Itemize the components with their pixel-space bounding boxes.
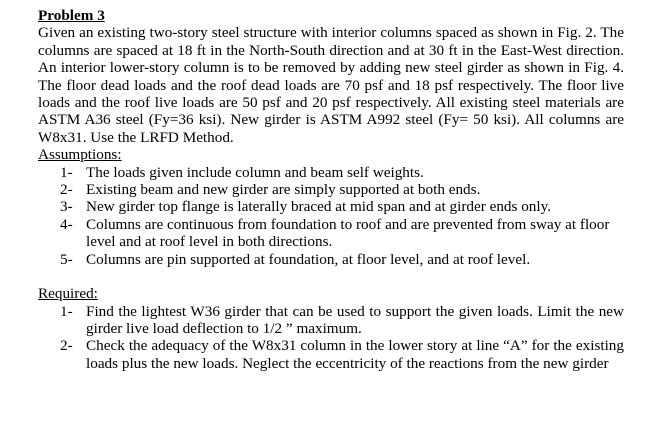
required-heading: Required: bbox=[38, 285, 98, 303]
assumption-number: 3- bbox=[60, 198, 73, 216]
assumption-text: Columns are continuous from foundation to roof and are prevented from sway at floor level and at roof level in both directions. bbox=[86, 215, 610, 251]
assumption-item bbox=[38, 198, 624, 215]
required-number: 1- bbox=[60, 302, 73, 320]
assumption-text: New girder top flange is laterally braced at mid span and at girder ends only. bbox=[86, 198, 552, 216]
section-spacer bbox=[38, 268, 624, 285]
assumption-item bbox=[38, 216, 624, 251]
problem-document bbox=[38, 7, 624, 372]
assumption-text: Existing beam and new girder are simply supported at both ends. bbox=[86, 181, 481, 199]
assumption-text: The loads given include column and beam self weights. bbox=[86, 163, 424, 181]
problem-title: Problem 3 bbox=[38, 7, 105, 24]
assumptions-heading: Assumptions: bbox=[38, 146, 122, 164]
required-item bbox=[38, 337, 624, 372]
assumption-text: Columns are pin supported at foundation, at floor level, and at roof level. bbox=[86, 250, 531, 268]
assumption-number: 5- bbox=[60, 250, 73, 268]
assumption-item bbox=[38, 181, 624, 198]
assumption-number: 2- bbox=[60, 181, 73, 199]
problem-statement: Given an existing two-story steel structure with interior columns spaced as shown in Fig. 2. The columns are spaced at 18 ft in the North-South direction and at 30 ft in the East-West direction. An interior lower-story column is to be removed by adding new steel girder as shown in Fig. 4. The floor dead loads and the roof dead loads are 70 psf and 18 psf respectively. The floor live loads and the roof live loads are 50 psf and 20 psf respectively. All existing steel materials are ASTM A36 steel (Fy=36 ksi). New girder is ASTM A992 steel (Fy= 50 ksi). All columns are W8x31. Use the LRFD Method. bbox=[38, 24, 624, 146]
required-text: Check the adequacy of the W8x31 column in the lower story at line “A” for the existing loads plus the new loads. Neglect the eccentricity of the reactions from the new girder bbox=[86, 337, 624, 372]
required-text: Find the lightest W36 girder that can be used to support the given loads. Limit the new girder live load deflection to 1/2 ” maximum. bbox=[86, 302, 624, 337]
required-number: 2- bbox=[60, 337, 73, 355]
assumption-number: 1- bbox=[60, 163, 73, 181]
assumption-item bbox=[38, 251, 624, 268]
required-list bbox=[38, 303, 624, 373]
assumptions-list bbox=[38, 164, 624, 268]
assumption-item bbox=[38, 164, 624, 181]
assumption-number: 4- bbox=[60, 215, 73, 233]
required-item bbox=[38, 303, 624, 338]
